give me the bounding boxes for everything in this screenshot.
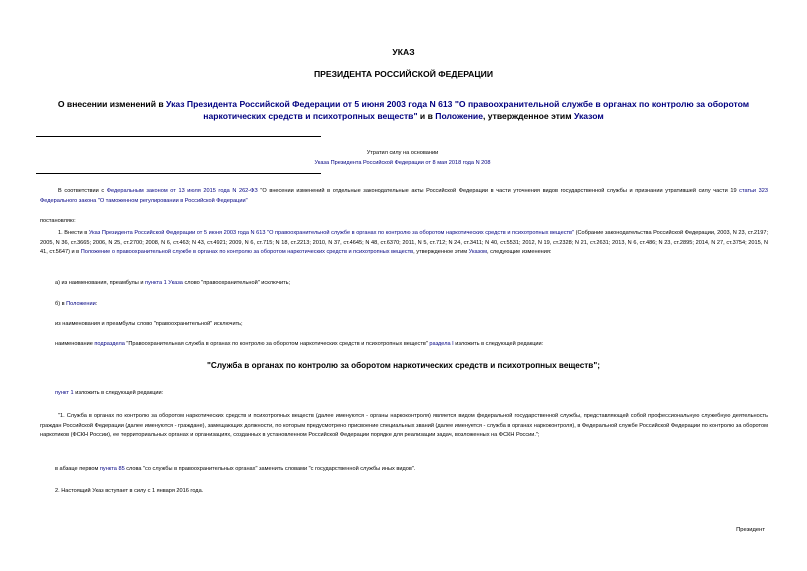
item-1-link-decree-short[interactable]: Указом bbox=[468, 249, 488, 256]
resolve-line: постановляю: bbox=[40, 218, 76, 224]
item-1-text: (Собрание законодательства Российской Федерации, 2003, N 23, ст.2197; 2005, N 36, ст.3665; 2006, N 25, ст.2700; 2008, N 6, ст.463; N 43, ст.4921; 2009, N 6, ст.715; N 18, ст.2213; 2010, N 37, ст.4645; N 48, ст.6370; 2011, N 5, ст.712; N 24, ст.3411; N 40, ст.5531; 2012, N 19, ст.2328; N 21, ст.2631; 2013, N 6, ст.486; N 23, ст.2895; 2014, N 27, ст.3754; 2015, N 41, ст.5647) и в bbox=[40, 230, 768, 256]
title-mid: и в bbox=[417, 111, 436, 121]
sub-a-text: слово "правоохранительной" исключить; bbox=[182, 280, 291, 286]
preamble-link-law-262[interactable]: Федеральным законом от 13 июля 2015 года N 262-ФЗ bbox=[106, 188, 258, 194]
line-sub-link-subsection[interactable]: подраздела bbox=[94, 341, 125, 347]
issuer-heading: ПРЕЗИДЕНТА РОССИЙСКОЙ ФЕДЕРАЦИИ bbox=[313, 69, 494, 79]
line-subsection bbox=[55, 340, 768, 350]
line-sub-text2: изложить в следующей редакции: bbox=[453, 341, 544, 347]
document-title bbox=[36, 98, 771, 122]
sub-b-link[interactable]: Положении bbox=[66, 301, 96, 307]
line-p85-link[interactable]: пункта 85 bbox=[99, 466, 125, 472]
decree-heading: УКАЗ bbox=[392, 47, 415, 57]
preamble-link-customs-law[interactable]: статьи 323 Федерального закона "О таможенном регулировании в Российской Федерации" bbox=[40, 188, 768, 204]
line-p85-prefix: в абзаце первом bbox=[55, 466, 100, 472]
title-prefix: О внесении изменений в bbox=[57, 99, 167, 109]
sub-a-link[interactable]: пункта 1 Указа bbox=[145, 280, 183, 286]
signature-title: Президент bbox=[736, 527, 765, 533]
line-sub-link-section[interactable]: раздела I bbox=[429, 341, 454, 347]
line-sub-prefix: наименование bbox=[55, 341, 95, 347]
sub-item-a bbox=[55, 279, 768, 289]
preamble-text: "О внесении изменений в отдельные законодательные акты Российской Федерации в части уточнения видов государственной службы и признании утратившей силу части 19 bbox=[257, 188, 740, 194]
sub-a-prefix: а) из наименования, преамбулы и bbox=[55, 280, 146, 286]
line-p1-link[interactable]: пункт 1 bbox=[55, 390, 74, 396]
sub-b-prefix: б) в bbox=[55, 301, 67, 307]
line-p1-text: изложить в следующей редакции: bbox=[73, 390, 164, 396]
lost-force-link-row bbox=[270, 158, 535, 169]
line-point-85 bbox=[55, 465, 768, 475]
divider-bottom bbox=[36, 173, 321, 174]
title-link-decree-613[interactable]: Указ Президента Российской Федерации от 5 июня 2003 года N 613 "О правоохранительной службе в органах по контролю за оборотом наркотических средств и психотропных веществ" bbox=[166, 99, 750, 121]
sub-item-b bbox=[55, 300, 768, 310]
item-2-paragraph: 2. Настоящий Указ вступает в силу с 1 января 2016 года. bbox=[55, 488, 204, 494]
title-mid2: , утвержденное этим bbox=[483, 111, 574, 121]
quoted-heading: "Служба в органах по контролю за оборотом наркотических средств и психотропных веществ"; bbox=[207, 361, 600, 370]
clause-paragraph: "1. Служба в органах по контролю за оборотом наркотических средств и психотропных веществ (далее именуются - органы наркоконтроля) является видом федеральной государственной службы, представляющей собой профессиональную служебную деятельность граждан Российской Федерации (далее именуются - граждане), замещающих должности, по которым предусмотрено присвоение специальных званий (далее именуется - служба в органах наркоконтроля), в Федеральной службе Российской Федерации по контролю за оборотом наркотиков (ФСКН России), ее территориальных органах и организациях, созданных в установленном Российской Федерации порядке для реализации задач, возложенных на ФСКН России."; bbox=[40, 413, 768, 439]
item-1-link-decree[interactable]: Указ Президента Российской Федерации от 5 июня 2003 года N 613 "О правоохранительной службе в органах по контролю за оборотом наркотических средств и психотропных веществ" bbox=[88, 230, 575, 236]
line-name: из наименования и преамбулы слово "правоохранительной" исключить; bbox=[55, 321, 243, 327]
item-1-text3: , следующие изменения: bbox=[487, 249, 552, 256]
item-1-text2: , утвержденное этим bbox=[413, 249, 469, 256]
preamble-prefix: В соответствии с bbox=[58, 188, 107, 194]
item-1-prefix: 1. Внести в bbox=[58, 230, 89, 236]
line-p85-text: слова "со службы в правоохранительных органах" заменить словами "с государственной службы иных видов". bbox=[124, 466, 416, 472]
line-point-1 bbox=[55, 389, 768, 399]
title-link-regulation[interactable]: Положение bbox=[435, 111, 483, 121]
divider-top bbox=[36, 136, 321, 137]
sub-b-text: : bbox=[95, 301, 98, 307]
item-1-link-regulation[interactable]: Положение о правоохранительной службе в органах по контролю за оборотом наркотических средств и психотропных веществ bbox=[80, 249, 414, 256]
lost-force-label: Утратил силу на основании bbox=[366, 150, 439, 156]
preamble-paragraph bbox=[40, 187, 768, 206]
lost-force-link[interactable]: Указа Президента Российской Федерации от 8 мая 2018 года N 208 bbox=[314, 160, 491, 166]
item-1-paragraph bbox=[40, 229, 768, 258]
title-link-decree[interactable]: Указом bbox=[573, 111, 604, 121]
line-sub-text: "Правоохранительная служба в органах по контролю за оборотом наркотических средств и психотропных веществ" bbox=[124, 341, 430, 347]
